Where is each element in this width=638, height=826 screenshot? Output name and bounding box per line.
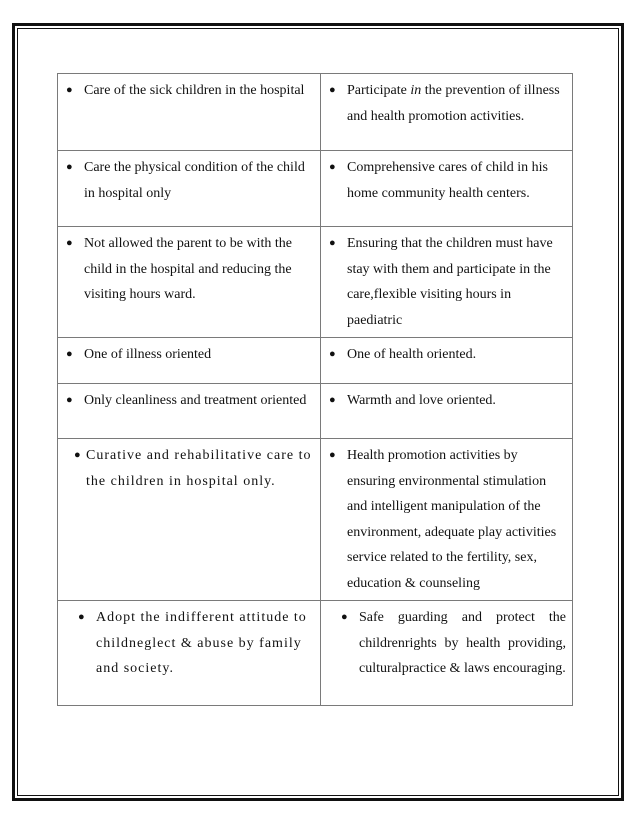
cell-text: Comprehensive cares of child in his home community health centers. (347, 160, 549, 201)
cell-text: Ensuring that the children must have stay with them and participate in the care,flexible visiting hours in paediatric (347, 236, 553, 328)
bullet-icon: ● (66, 394, 73, 406)
cell-text: Care of the sick children in the hospital (84, 83, 305, 98)
cell-text: One of illness oriented (84, 347, 212, 362)
table-cell-left (58, 151, 321, 227)
bullet-icon: ● (329, 449, 336, 461)
cell-text: One of health oriented. (347, 347, 477, 362)
cell-text: Safe guarding and protect the childrenrights by health providing, culturalpractice & laws encouraging. (359, 610, 566, 676)
cell-text: Warmth and love oriented. (347, 393, 496, 408)
bullet-icon: ● (329, 161, 336, 173)
table-row (58, 338, 573, 384)
table-cell-right (321, 439, 573, 601)
bullet-icon: ● (78, 611, 85, 623)
bullet-icon: ● (329, 237, 336, 249)
cell-text: Only cleanliness and treatment oriented (84, 393, 307, 408)
cell-text-part: Participate (347, 83, 411, 98)
table-cell-right (321, 384, 573, 439)
bullet-icon: ● (66, 348, 73, 360)
cell-text-part: the prevention of illness and health promotion activities. (347, 83, 560, 124)
table-cell-right (321, 74, 573, 151)
table-row (58, 601, 573, 706)
bullet-icon: ● (66, 161, 73, 173)
table-row (58, 151, 573, 227)
table-cell-left (58, 601, 321, 706)
table-cell-right (321, 227, 573, 338)
table-row (58, 384, 573, 439)
bullet-icon: ● (329, 84, 336, 96)
cell-text (347, 78, 566, 129)
cell-text-emphasis: in (410, 83, 422, 98)
cell-text: Curative and rehabilitative care to the children in hospital only. (86, 448, 312, 489)
bullet-icon: ● (329, 394, 336, 406)
table-row (58, 439, 573, 601)
cell-text: Care the physical condition of the child in hospital only (84, 160, 305, 201)
cell-text: Adopt the indifferent attitude to childneglect & abuse by family and society. (96, 610, 307, 676)
table-cell-right (321, 601, 573, 706)
table-cell-left (58, 439, 321, 601)
bullet-icon: ● (74, 449, 81, 461)
bullet-icon: ● (66, 84, 73, 96)
table-cell-left (58, 227, 321, 338)
table-row (58, 74, 573, 151)
cell-text: Not allowed the parent to be with the child in the hospital and reducing the visiting hours ward. (84, 236, 292, 302)
table-cell-right (321, 151, 573, 227)
comparison-table (57, 73, 573, 706)
bullet-icon: ● (329, 348, 336, 360)
table-cell-left (58, 338, 321, 384)
table-cell-left (58, 384, 321, 439)
bullet-icon: ● (66, 237, 73, 249)
cell-text: Health promotion activities by ensuring environmental stimulation and intelligent manipulation of the environment, adequate play activities service related to the fertility, sex, education & counseling (347, 448, 557, 591)
bullet-icon: ● (341, 611, 348, 623)
table-row (58, 227, 573, 338)
table-cell-right (321, 338, 573, 384)
table-cell-left (58, 74, 321, 151)
